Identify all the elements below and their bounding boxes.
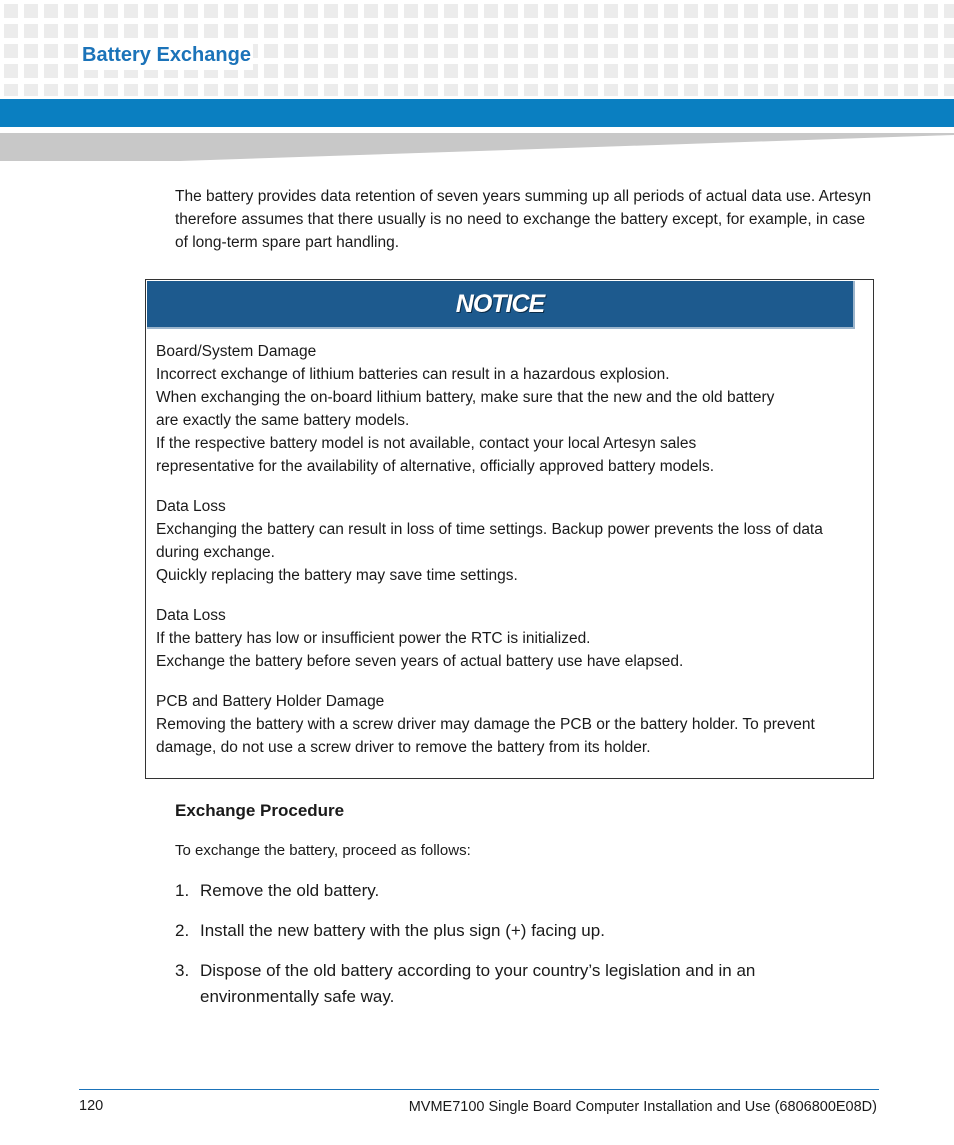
list-item (175, 918, 865, 944)
notice-line: Removing the battery with a screw driver may damage the PCB or the battery holder. To prevent damage, do not use a screw driver to remove the battery from its holder. (156, 716, 815, 756)
page-section-title: Battery Exchange (80, 40, 253, 70)
step-text: Dispose of the old battery according to your country’s legislation and in an environmentally safe way. (200, 961, 756, 1006)
notice-section-data-loss-1 (156, 495, 868, 587)
list-item (175, 958, 865, 1010)
notice-title: NOTICE (455, 289, 545, 318)
notice-section-heading: PCB and Battery Holder Damage (156, 693, 385, 710)
step-number: 1. (175, 881, 190, 900)
document-title: MVME7100 Single Board Computer Installation and Use (6806800E08D) (408, 1099, 877, 1115)
step-text: Remove the old battery. (200, 881, 380, 900)
notice-section-heading: Board/System Damage (156, 343, 317, 360)
notice-box (145, 279, 874, 779)
notice-line: Quickly replacing the battery may save time settings. (156, 567, 518, 584)
step-number: 3. (175, 961, 190, 980)
notice-line: When exchanging the on-board lithium battery, make sure that the new and the old battery are exactly the same battery models. (156, 389, 775, 429)
header-blue-bar (0, 99, 954, 127)
notice-line: If the respective battery model is not available, contact your local Artesyn sales representative for the availability of alternative, officially approved battery models. (156, 435, 715, 475)
intro-paragraph: The battery provides data retention of seven years summing up all periods of actual data use. Artesyn therefore assumes that there usually is no need to exchange the battery except, for example, in case of long-term spare part handling. (175, 188, 872, 251)
procedure-steps (175, 878, 865, 1024)
notice-line: Exchanging the battery can result in loss of time settings. Backup power prevents the loss of data during exchange. (156, 521, 823, 561)
header-grey-wedge (0, 133, 954, 163)
footer-divider (79, 1089, 879, 1090)
step-number: 2. (175, 921, 190, 940)
list-item (175, 878, 865, 904)
notice-line: Incorrect exchange of lithium batteries can result in a hazardous explosion. (156, 366, 670, 383)
notice-body (156, 340, 868, 776)
step-text: Install the new battery with the plus sign (+) facing up. (200, 921, 605, 940)
notice-section-heading: Data Loss (156, 498, 226, 515)
notice-banner (147, 281, 855, 329)
procedure-heading: Exchange Procedure (175, 801, 345, 820)
notice-line: If the battery has low or insufficient power the RTC is initialized. (156, 630, 591, 647)
page-number: 120 (79, 1098, 104, 1114)
procedure-intro: To exchange the battery, proceed as follows: (175, 842, 471, 859)
notice-section-board-damage (156, 340, 868, 478)
notice-section-heading: Data Loss (156, 607, 226, 624)
notice-line: Exchange the battery before seven years of actual battery use have elapsed. (156, 653, 684, 670)
notice-section-pcb-damage (156, 690, 868, 759)
notice-section-data-loss-2 (156, 604, 868, 673)
